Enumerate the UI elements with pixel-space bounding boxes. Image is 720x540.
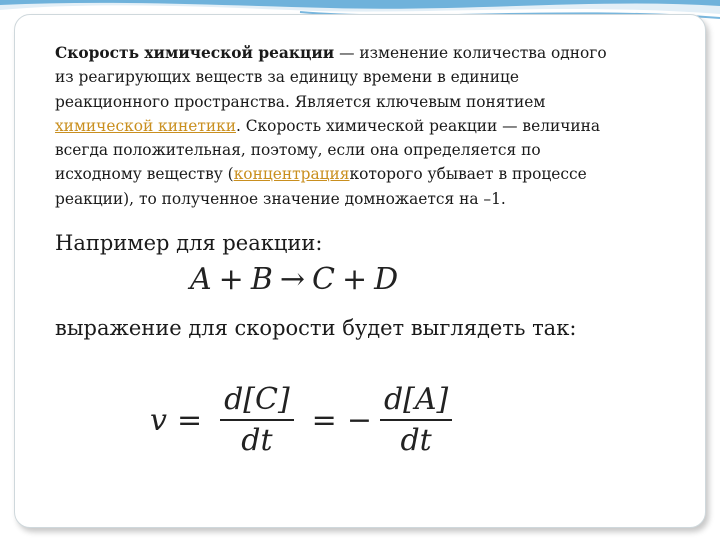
definition-text-2: . Скорость химической реакции — величина всегда положительная, поэтому, если она определяется по исходному веществу ( [55,116,601,184]
definition-text-1: — изменение количества одного из реагирующих веществ за единицу времени в единице реакционного пространства. Является ключевым понятием [55,44,607,111]
fraction-reactant [380,382,452,458]
denominator-product: dt [241,423,273,458]
product-c: C [312,262,336,297]
expression-heading: выражение для скорости будет выглядеть так: [55,316,577,340]
denominator-reactant: dt [400,423,432,458]
numerator-product: d[C] [224,382,290,417]
definition-paragraph [55,41,615,211]
reactant-a: A [190,262,213,297]
plus-sign: + [218,262,245,297]
example-heading: Например для реакции: [55,231,323,255]
link-concentration[interactable]: концентрация [233,165,350,184]
reaction-arrow: → [279,262,306,297]
numerator-reactant: d[A] [383,382,449,417]
rate-formula [150,380,460,460]
fraction-product [220,382,294,458]
link-chemical-kinetics[interactable]: химической кинетики [55,116,236,135]
plus-sign: + [341,262,369,297]
reaction-equation [190,262,399,297]
definition-term: Скорость химической реакции [55,44,335,62]
product-d: D [374,262,400,297]
equals-sign: = [311,402,337,438]
equals-sign: = [176,402,203,438]
rate-symbol: v [150,402,167,438]
minus-sign: − [346,402,372,438]
definition-text-3: которого убывает в процессе реакции), то полученное значение домножается на –1. [55,165,587,208]
reactant-b: B [250,262,274,297]
